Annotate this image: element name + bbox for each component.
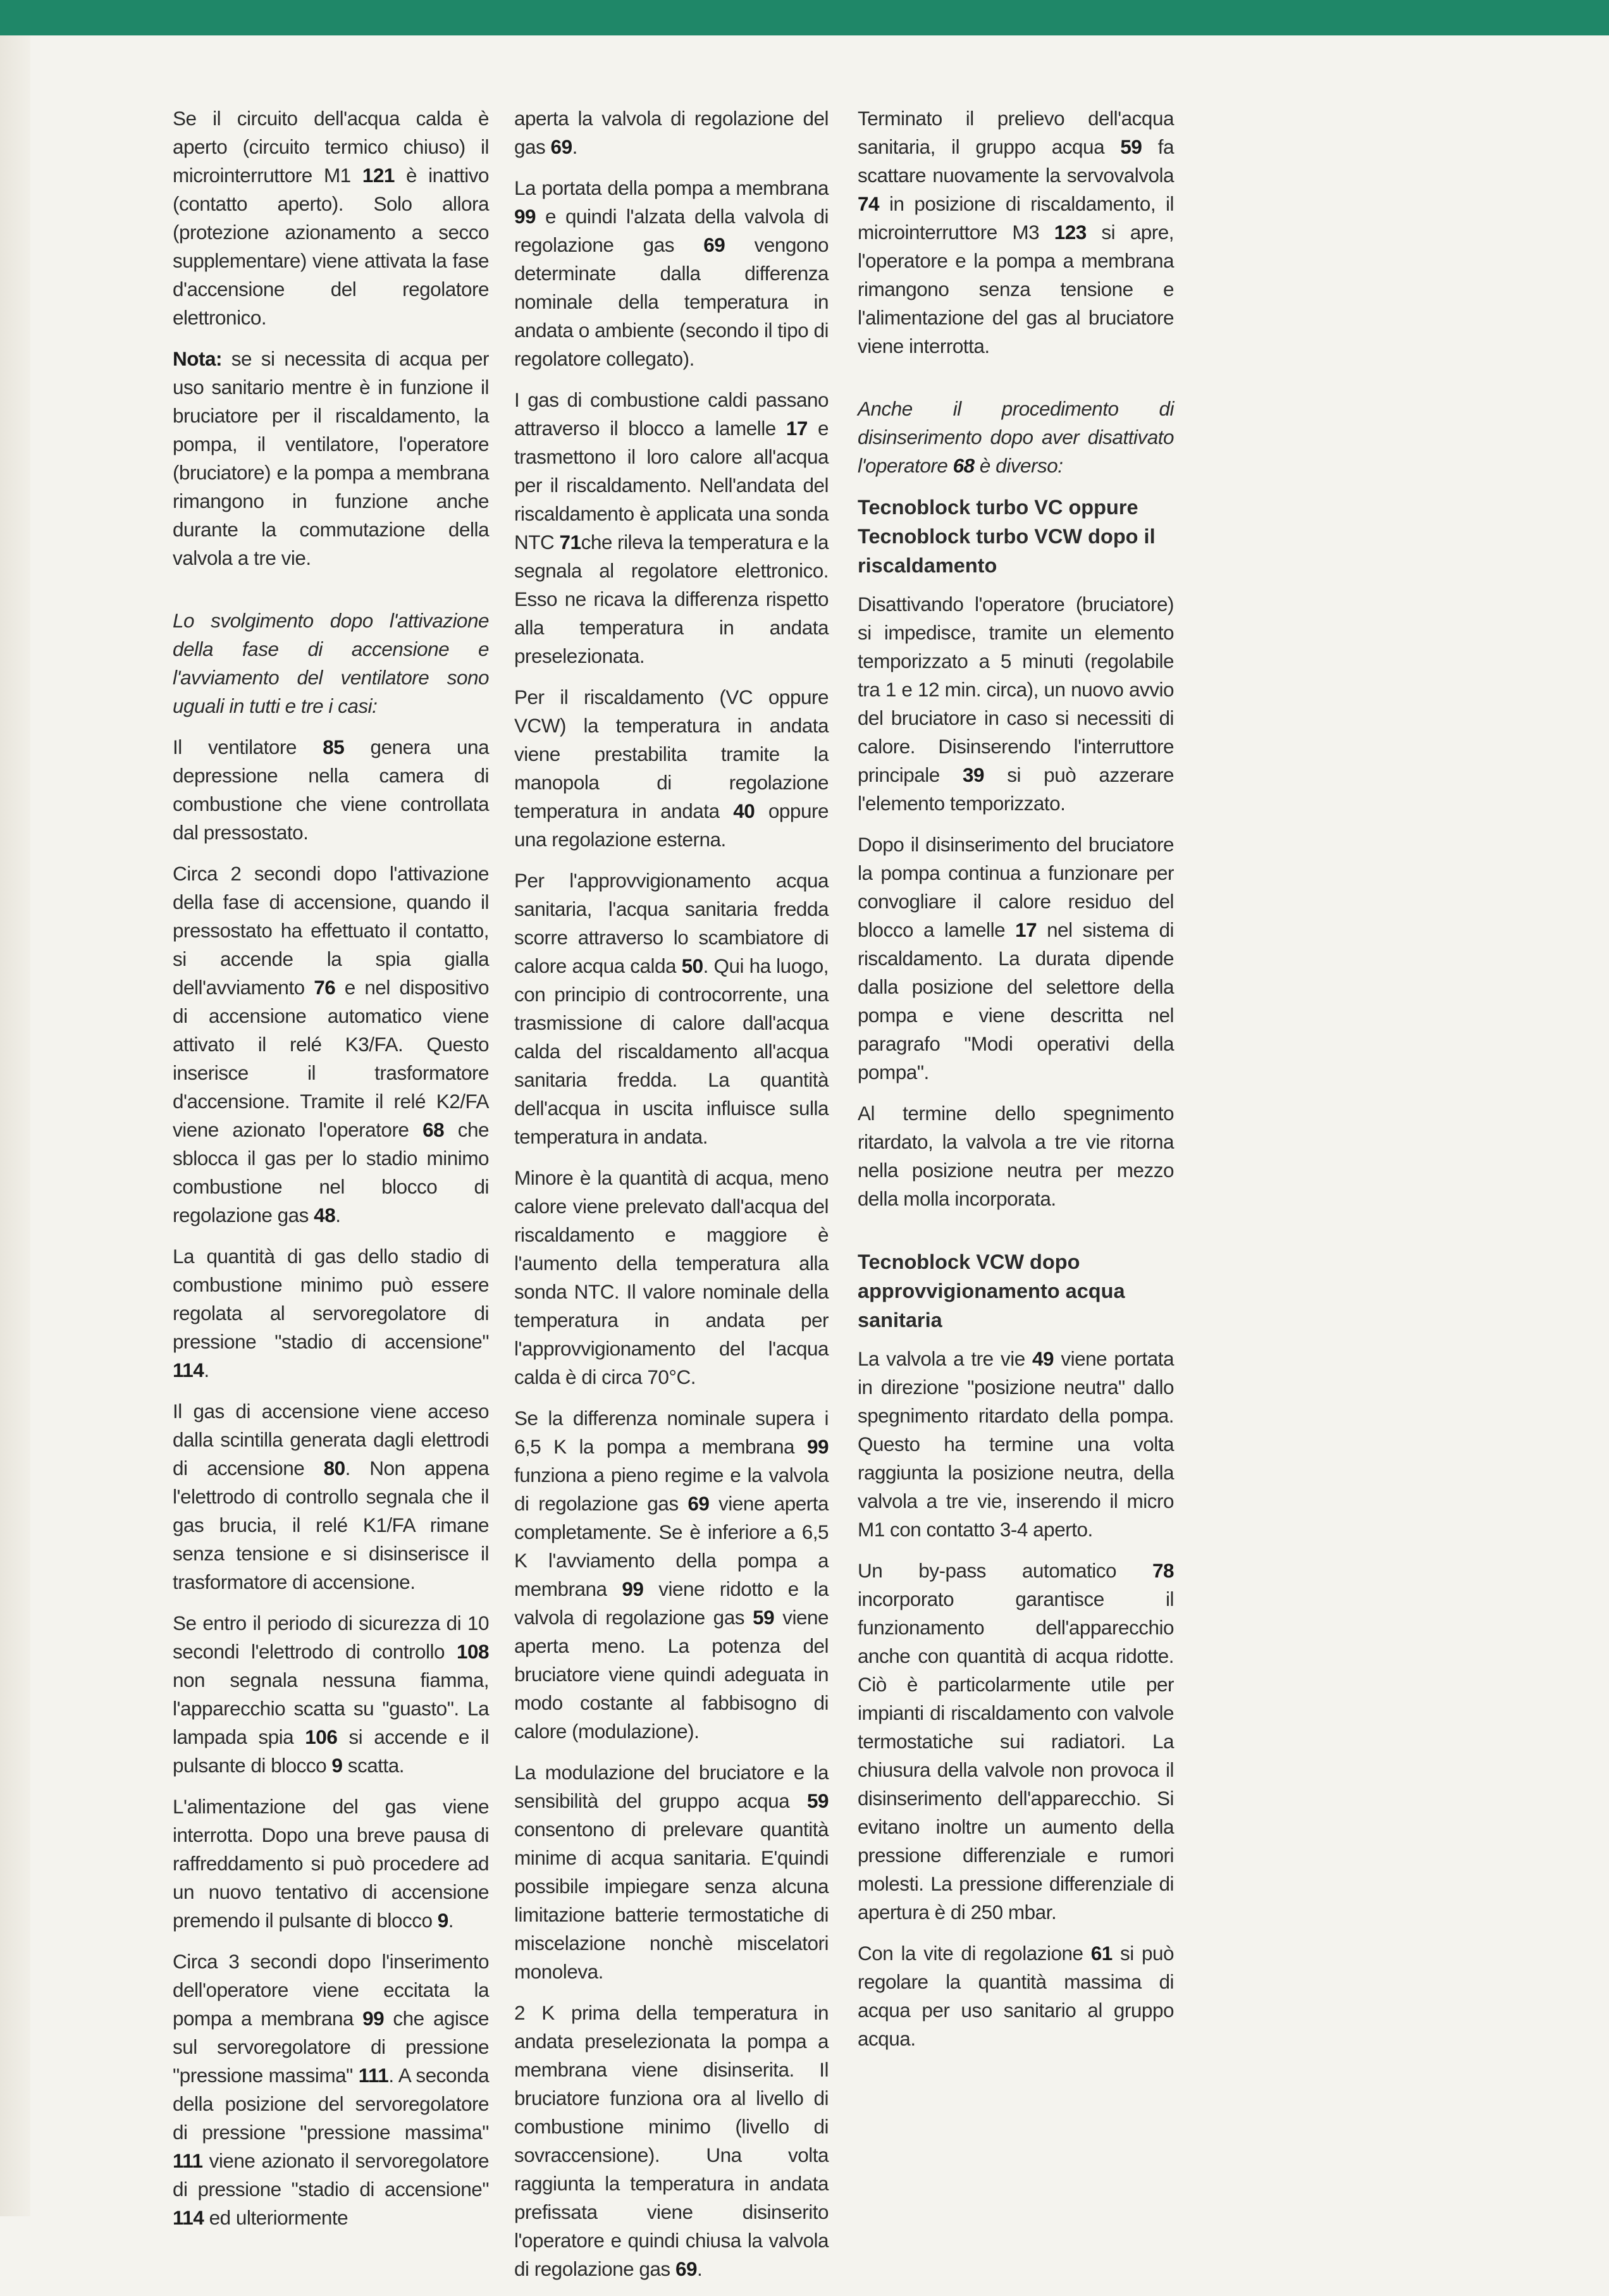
body-paragraph — [858, 830, 1174, 1087]
text-run: se si necessita di acqua per uso sanitario mentre è in funzione il bruciatore per il riscaldamento, la pompa, il ventilatore, l'operatore (bruciatore) e la pompa a membrana rimangono in funzione anche durante la commutazione della valvola a tre vie. — [173, 347, 489, 569]
component-reference: 17 — [786, 417, 808, 440]
text-run: ed ulteriormente — [204, 2206, 348, 2229]
paragraph-spacer — [858, 1226, 1174, 1247]
body-paragraph — [858, 1939, 1174, 2053]
text-run: non segnala nessuna fiamma, l'apparecchio scatta su "guasto". La lampada spia — [173, 1669, 489, 1748]
component-reference: 40 — [733, 799, 755, 822]
text-run: Anche il procedimento di disinserimento dopo aver disattivato l'operatore — [858, 397, 1174, 477]
text-run: . A seconda della posizione del servoregolatore di pressione "pressione massima" — [173, 2064, 490, 2144]
text-run: si apre, l'operatore e la pompa a membrana rimangono senza tensione e l'alimentazione del gas al bruciatore viene interrotta. — [858, 221, 1174, 357]
text-run: è diverso: — [974, 454, 1063, 477]
text-run: incorporato garantisce il funzionamento dell'apparecchio anche con quantità di acqua ridotte. Ciò è particolarmente utile per impianti di riscaldamento con valvole termostatiche sui radiatori. La chiusura della valvole non provoca il disinserimento dell'apparecchio. Si evitano inoltre un aumento della pressione differenziale e rumori molesti. La pressione differenziale di apertura è di 250 mbar. — [858, 1588, 1174, 1923]
body-paragraph — [858, 1345, 1174, 1544]
text-run: Il ventilatore — [173, 736, 323, 758]
text-run: funziona a pieno regime e la valvola di regolazione gas — [514, 1464, 829, 1515]
section-heading — [858, 493, 1174, 580]
italic-intro-paragraph — [173, 607, 489, 720]
italic-intro-paragraph — [858, 395, 1174, 480]
text-run: scatta. — [342, 1754, 404, 1777]
paragraph-spacer — [173, 585, 489, 607]
text-run: fa scattare nuovamente la servovalvola — [858, 135, 1174, 187]
text-run: aperta la valvola di regolazione del gas — [514, 107, 829, 158]
component-reference: 114 — [173, 2206, 204, 2229]
body-paragraph — [514, 1999, 829, 2283]
component-reference: 111 — [173, 2149, 203, 2172]
component-reference: 68 — [422, 1118, 445, 1141]
text-run: Tecnoblock turbo VC oppure Tecnoblock turbo VCW dopo il riscaldamento — [858, 496, 1156, 577]
body-paragraph — [514, 1758, 829, 1986]
component-reference: 59 — [806, 1789, 829, 1812]
column-1 — [173, 104, 489, 2245]
text-run: viene azionato il servoregolatore di pressione "stadio di accensione" — [173, 2149, 489, 2200]
paragraph-spacer — [858, 373, 1174, 395]
text-run: viene aperta completamente. Se è inferiore a 6,5 K l'avviamento della pompa a membrana — [514, 1492, 829, 1600]
text-run: Per l'approvvigionamento acqua sanitaria, l'acqua sanitaria fredda scorre attraverso lo scambiatore di calore acqua calda — [514, 869, 829, 977]
component-reference: 9 — [331, 1754, 343, 1777]
column-3 — [858, 104, 1174, 2066]
text-run: Se entro il periodo di sicurezza di 10 secondi l'elettrodo di controllo — [173, 1612, 489, 1663]
component-reference: 106 — [305, 1725, 338, 1748]
text-run: Il gas di accensione viene acceso dalla scintilla generata dagli elettrodi di accensione — [173, 1400, 489, 1479]
component-reference: 99 — [362, 2007, 385, 2030]
text-run: si può regolare la quantità massima di acqua per uso sanitario al gruppo acqua. — [858, 1942, 1174, 2050]
text-run: e trasmettono il loro calore all'acqua per il riscaldamento. Nell'andata del riscaldamento è applicata una sonda NTC — [514, 417, 829, 553]
body-paragraph — [173, 1242, 489, 1385]
component-reference: 68 — [952, 454, 975, 477]
component-reference: 39 — [963, 763, 985, 786]
component-reference: 111 — [358, 2064, 389, 2087]
text-run: La quantità di gas dello stadio di combustione minimo può essere regolata al servoregolatore di pressione "stadio di accensione" — [173, 1245, 489, 1353]
text-run: che rileva la temperatura e la segnala al regolatore elettronico. Esso ne ricava la differenza rispetto alla temperatura in andata preselezionata. — [514, 531, 829, 667]
component-reference: 123 — [1054, 221, 1087, 244]
body-paragraph — [173, 1947, 489, 2232]
text-run: . — [204, 1359, 209, 1381]
text-run: La valvola a tre vie — [858, 1347, 1033, 1370]
component-reference: Nota: — [173, 347, 222, 370]
text-run: consentono di prelevare quantità minime di acqua sanitaria. E'quindi possibile impiegare senza alcuna limitazione batterie termostatiche di miscelazione nonchè miscelatori monoleva. — [514, 1818, 829, 1983]
component-reference: 49 — [1032, 1347, 1054, 1370]
body-paragraph — [173, 1397, 489, 1596]
text-run: Disattivando l'operatore (bruciatore) si impedisce, tramite un elemento temporizzato a 5 minuti (regolabile tra 1 e 12 min. circa), un nuovo avvio del bruciatore in caso si necessiti di calore. Disinserendo l'interruttore principale — [858, 593, 1174, 786]
body-paragraph — [514, 867, 829, 1151]
body-paragraph — [173, 1793, 489, 1935]
component-reference: 99 — [514, 205, 536, 228]
text-run: . Non appena l'elettrodo di controllo segnala che il gas brucia, il relé K1/FA rimane senza tensione e si disinserisce il trasformatore di accensione. — [173, 1457, 489, 1593]
text-run: Tecnoblock VCW dopo approvvigionamento acqua sanitaria — [858, 1250, 1125, 1331]
text-run: si può azzerare l'elemento temporizzato. — [858, 763, 1174, 815]
text-run: in posizione di riscaldamento, il microinterruttore M3 — [858, 192, 1174, 244]
text-run: Al termine dello spegnimento ritardato, la valvola a tre vie ritorna nella posizione neutra per mezzo della molla incorporata. — [858, 1102, 1174, 1210]
body-paragraph — [858, 1557, 1174, 1927]
component-reference: 85 — [323, 736, 345, 758]
body-paragraph — [514, 174, 829, 373]
component-reference: 69 — [550, 135, 572, 158]
text-run: Circa 2 secondi dopo l'attivazione della fase di accensione, quando il pressostato ha effettuato il contatto, si accende la spia gialla dell'avviamento — [173, 862, 489, 999]
text-run: vengono determinate dalla differenza nominale della temperatura in andata o ambiente (secondo il tipo di regolatore collegato). — [514, 233, 829, 370]
section-heading — [858, 1247, 1174, 1335]
component-reference: 69 — [703, 233, 725, 256]
component-reference: 61 — [1090, 1942, 1113, 1965]
text-run: che agisce sul servoregolatore di pressione "pressione massima" — [173, 2007, 489, 2087]
body-paragraph — [173, 1609, 489, 1780]
component-reference: 80 — [323, 1457, 345, 1479]
body-paragraph — [514, 386, 829, 670]
text-run: e quindi l'alzata della valvola di regolazione gas — [514, 205, 829, 256]
text-run: 2 K prima della temperatura in andata preselezionata la pompa a membrana viene disinserita. Il bruciatore funziona ora al livello di combustione minimo (livello di sovraccensione). Una volta raggiunta la temperatura in andata prefissata viene disinserito l'operatore e quindi chiusa la valvola di regolazione gas — [514, 2001, 829, 2280]
text-run: . — [448, 1909, 454, 1932]
text-run: Se il circuito dell'acqua calda è aperto (circuito termico chiuso) il microinterruttore M1 — [173, 107, 489, 187]
text-run: si accende e il pulsante di blocco — [173, 1725, 489, 1777]
text-run: Circa 3 secondi dopo l'inserimento dell'operatore viene eccitata la pompa a membrana — [173, 1950, 489, 2030]
text-run: Un by-pass automatico — [858, 1559, 1152, 1582]
component-reference: 69 — [675, 2257, 697, 2280]
text-run: . — [696, 2257, 703, 2280]
body-paragraph — [173, 860, 489, 1230]
text-run: . Qui ha luogo, con principio di controcorrente, una trasmissione di calore dall'acqua calda del riscaldamento all'acqua sanitaria fredda. La quantità dell'acqua in uscita influisce sulla temperatura in andata. — [514, 954, 829, 1148]
text-run: Lo svolgimento dopo l'attivazione della fase di accensione e l'avviamento del ventilatore sono uguali in tutti e tre i casi: — [173, 609, 489, 717]
text-run: Con la vite di regolazione — [858, 1942, 1091, 1965]
text-run: è inattivo (contatto aperto). Solo allora (protezione azionamento a secco supplementare) viene attivata la fase d'accensione del regolatore elettronico. — [173, 164, 489, 329]
text-run: che sblocca il gas per lo stadio minimo combustione nel blocco di regolazione gas — [173, 1118, 489, 1226]
text-run: . — [572, 135, 577, 158]
component-reference: 59 — [753, 1606, 775, 1629]
column-2 — [514, 104, 829, 2296]
text-run: I gas di combustione caldi passano attraverso il blocco a lamelle — [514, 388, 829, 440]
body-paragraph — [514, 104, 829, 161]
component-reference: 74 — [858, 192, 880, 215]
text-run: . — [335, 1204, 341, 1226]
component-reference: 50 — [681, 954, 703, 977]
body-paragraph — [173, 104, 489, 332]
text-run: viene ridotto e la valvola di regolazione gas — [514, 1577, 829, 1629]
text-run: genera una depressione nella camera di combustione che viene controllata dal pressostato. — [173, 736, 489, 844]
body-paragraph — [514, 1164, 829, 1392]
component-reference: 17 — [1015, 918, 1037, 941]
component-reference: 78 — [1152, 1559, 1174, 1582]
body-paragraph — [514, 683, 829, 854]
text-run: Minore è la quantità di acqua, meno calore viene prelevato dall'acqua del riscaldamento e maggiore è l'aumento della temperatura alla sonda NTC. Il valore nominale della temperatura in andata per l'approvvigionamento del l'acqua calda è di circa 70°C. — [514, 1166, 829, 1388]
text-run: La portata della pompa a membrana — [514, 176, 829, 199]
body-paragraph — [514, 1404, 829, 1746]
component-reference: 121 — [362, 164, 395, 187]
body-paragraph — [858, 1099, 1174, 1213]
component-reference: 48 — [314, 1204, 336, 1226]
component-reference: 108 — [456, 1640, 489, 1663]
component-reference: 69 — [687, 1492, 710, 1515]
header-color-band — [0, 0, 1609, 35]
body-paragraph — [173, 733, 489, 847]
body-paragraph — [173, 345, 489, 572]
component-reference: 99 — [806, 1435, 829, 1458]
component-reference: 59 — [1120, 135, 1142, 158]
component-reference: 71 — [559, 531, 581, 553]
text-run: viene aperta meno. La potenza del bruciatore viene quindi adeguata in modo costante al fabbisogno di calore (modulazione). — [514, 1606, 829, 1743]
body-paragraph — [858, 590, 1174, 818]
text-run: nel sistema di riscaldamento. La durata dipende dalla posizione del selettore della pompa e viene descritta nel paragrafo "Modi operativi della pompa". — [858, 918, 1174, 1083]
text-run: viene portata in direzione "posizione neutra" dallo spegnimento ritardato della pompa. Questo ha termine una volta raggiunta la posizione neutra, della valvola a tre vie, inserendo il micro M1 con contatto 3-4 aperto. — [858, 1347, 1174, 1541]
text-run: Se la differenza nominale supera i 6,5 K la pompa a membrana — [514, 1407, 829, 1458]
text-run: e nel dispositivo di accensione automatico viene attivato il relé K3/FA. Questo inserisce il trasformatore d'accensione. Tramite il relé K2/FA viene azionato l'operatore — [173, 976, 489, 1141]
component-reference: 9 — [437, 1909, 448, 1932]
component-reference: 76 — [314, 976, 336, 999]
body-paragraph — [858, 104, 1174, 361]
text-run: Dopo il disinserimento del bruciatore la pompa continua a funzionare per convogliare il calore residuo del blocco a lamelle — [858, 833, 1174, 941]
text-run: La modulazione del bruciatore e la sensibilità del gruppo acqua — [514, 1761, 829, 1812]
left-page-edge — [0, 0, 30, 2216]
component-reference: 99 — [622, 1577, 644, 1600]
component-reference: 114 — [173, 1359, 204, 1381]
text-run: Terminato il prelievo dell'acqua sanitaria, il gruppo acqua — [858, 107, 1174, 158]
text-run: oppure una regolazione esterna. — [514, 799, 829, 851]
text-run: Per il riscaldamento (VC oppure VCW) la temperatura in andata viene prestabilita tramite la manopola di regolazione temperatura in andata — [514, 686, 829, 822]
text-run: L'alimentazione del gas viene interrotta. Dopo una breve pausa di raffreddamento si può procedere ad un nuovo tentativo di accensione premendo il pulsante di blocco — [173, 1795, 489, 1932]
